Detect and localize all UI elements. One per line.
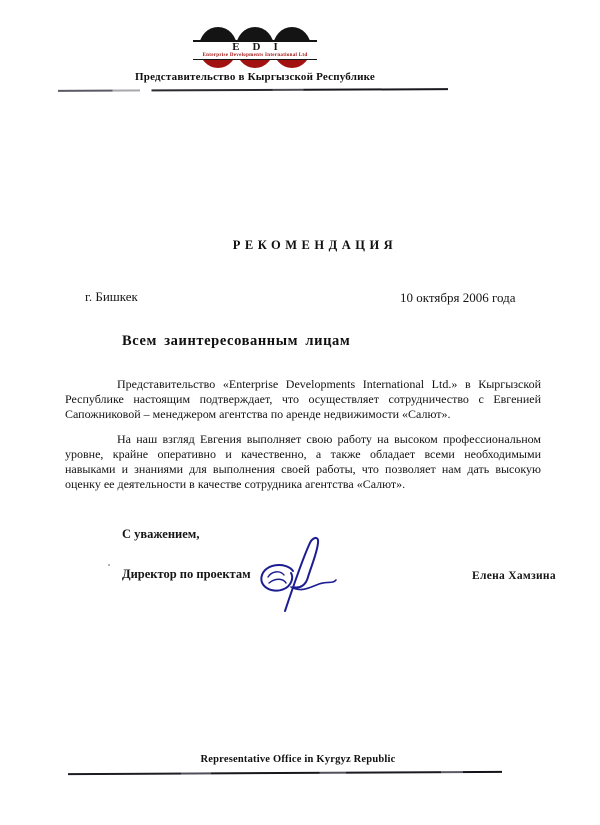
- body-paragraph: Представительство «Enterprise Developments International Ltd.» в Кыргызской Республике настоящим подтверждает, что осуществляет сотрудничество с Евгенией Сапожниковой – менеджером агентства по аренде недвижимости «Салют».: [65, 377, 541, 421]
- document-title: РЕКОМЕНДАЦИЯ: [232, 238, 398, 252]
- header-rule: [58, 88, 448, 92]
- body-paragraph: На наш взгляд Евгения выполняет свою работу на высоком профессиональном уровне, крайне оперативно и качественно, а также обладает всеми необходимыми навыками и знаниями для выполнения своей работы, что позволяет нам дать высокую оценку ее деятельности в качестве сотрудника агентства «Салют».: [65, 432, 541, 491]
- company-logo: [199, 27, 311, 68]
- logo-acronym: EDI: [232, 41, 291, 53]
- scan-speck: [108, 564, 110, 566]
- signer-title: Директор по проектам: [122, 567, 251, 581]
- city-label: г. Бишкек: [85, 289, 138, 304]
- footer-title: Representative Office in Kyrgyz Republic: [200, 754, 396, 765]
- logo-company-name: Enterprise Developments International Ltd: [193, 53, 317, 60]
- logo-band: [193, 40, 317, 60]
- office-title: Представительство в Кыргызской Республике: [135, 71, 375, 83]
- letter-body: [65, 377, 541, 492]
- footer-rule: [68, 771, 502, 775]
- signer-name: Елена Хамзина: [472, 570, 556, 582]
- signature-icon: [253, 533, 345, 619]
- date-label: 10 октября 2006 года: [400, 290, 516, 305]
- closing-line: С уважением,: [122, 527, 200, 541]
- salutation: Всем заинтересованным лицам: [122, 333, 351, 349]
